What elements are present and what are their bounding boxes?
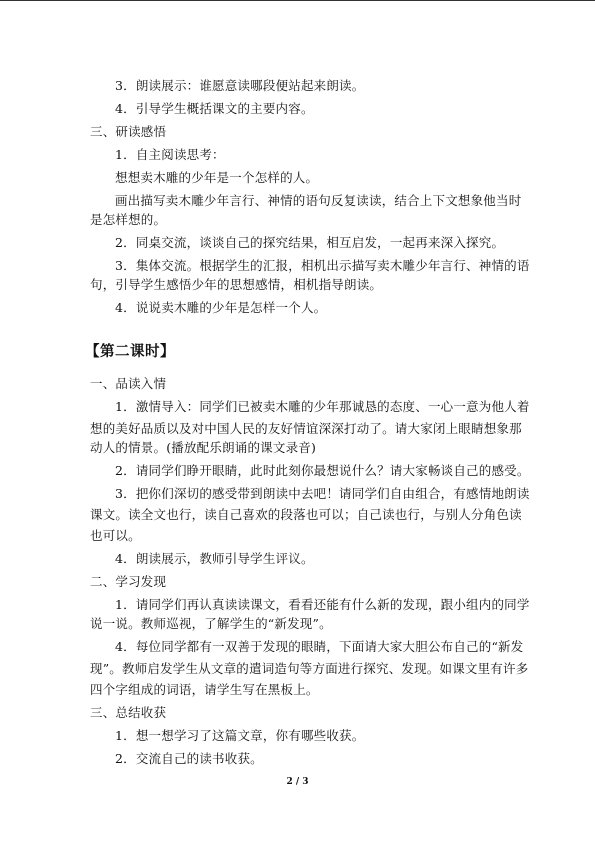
text-line: 动人的情景。(播放配乐朗诵的课文录音) (90, 440, 317, 455)
text-line: 4．朗读展示，教师引导学生评议。 (115, 551, 314, 566)
text-line: 句，引导学生感悟少年的思想感情，相机指导朗读。 (90, 277, 383, 292)
section-heading: 一、品读入情 (90, 376, 167, 391)
text-line: 2．交流自己的读书收获。 (115, 751, 263, 766)
text-line: 3．把你们深切的感受带到朗读中去吧！请同学们自由组合，有感情地朗读 (115, 486, 530, 501)
text-line: 4．引导学生概括课文的主要内容。 (115, 101, 314, 116)
text-line: 课文。读全文也行，读自己喜欢的段落也可以；自己读也行，与别人分角色读 (90, 507, 522, 522)
section-heading: 三、研读感悟 (90, 124, 167, 139)
text-line: 1．想一想学习了这篇文章，你有哪些收获。 (115, 728, 365, 743)
text-line: 想想卖木雕的少年是一个怎样的人。 (115, 170, 319, 185)
text-line: 画出描写卖木雕少年言行、神情的语句反复读读，结合上下文想象他当时 (115, 193, 522, 208)
text-line: 想的美好品质以及对中国人民的友好情谊深深打动了。请大家闭上眼睛想象那 (90, 421, 522, 436)
text-line: 3．朗读展示：谁愿意读哪段便站起来朗读。 (115, 78, 365, 93)
text-line: 1．自主阅读思考： (115, 147, 225, 162)
text-line: 现”。教师启发学生从文章的遣词造句等方面进行探究、发现。如课文里有许多 (90, 661, 529, 676)
text-line: 也可以。 (90, 528, 141, 543)
text-line: 1．激情导入：同学们已被卖木雕的少年那诚恳的态度、一心一意为他人着 (115, 399, 530, 414)
section-heading: 三、总结收获 (90, 705, 167, 720)
text-line: 1．请同学们再认真读读课文，看看还能有什么新的发现，跟小组内的同学 (115, 597, 530, 612)
text-line: 说一说。教师巡视，了解学生的“新发现”。 (90, 616, 332, 631)
lesson-heading: 【第二课时】 (85, 344, 175, 360)
text-line: 是怎样想的。 (90, 212, 167, 227)
text-line: 4．说说卖木雕的少年是怎样一个人。 (115, 300, 327, 315)
text-line: 4．每位同学都有一双善于发现的眼睛，下面请大家大胆公布自己的“新发 (115, 639, 524, 654)
page-number: 2 / 3 (286, 777, 309, 787)
text-line: 3．集体交流。根据学生的汇报，相机出示描写卖木雕少年言行、神情的语 (115, 258, 530, 273)
section-heading: 二、学习发现 (90, 574, 167, 589)
text-line: 四个字组成的词语，请学生写在黑板上。 (90, 682, 319, 697)
text-line: 2．请同学们睁开眼睛，此时此刻你最想说什么？请大家畅谈自己的感受。 (115, 463, 530, 478)
text-line: 2．同桌交流，谈谈自己的探究结果，相互启发，一起再来深入探究。 (115, 235, 505, 250)
